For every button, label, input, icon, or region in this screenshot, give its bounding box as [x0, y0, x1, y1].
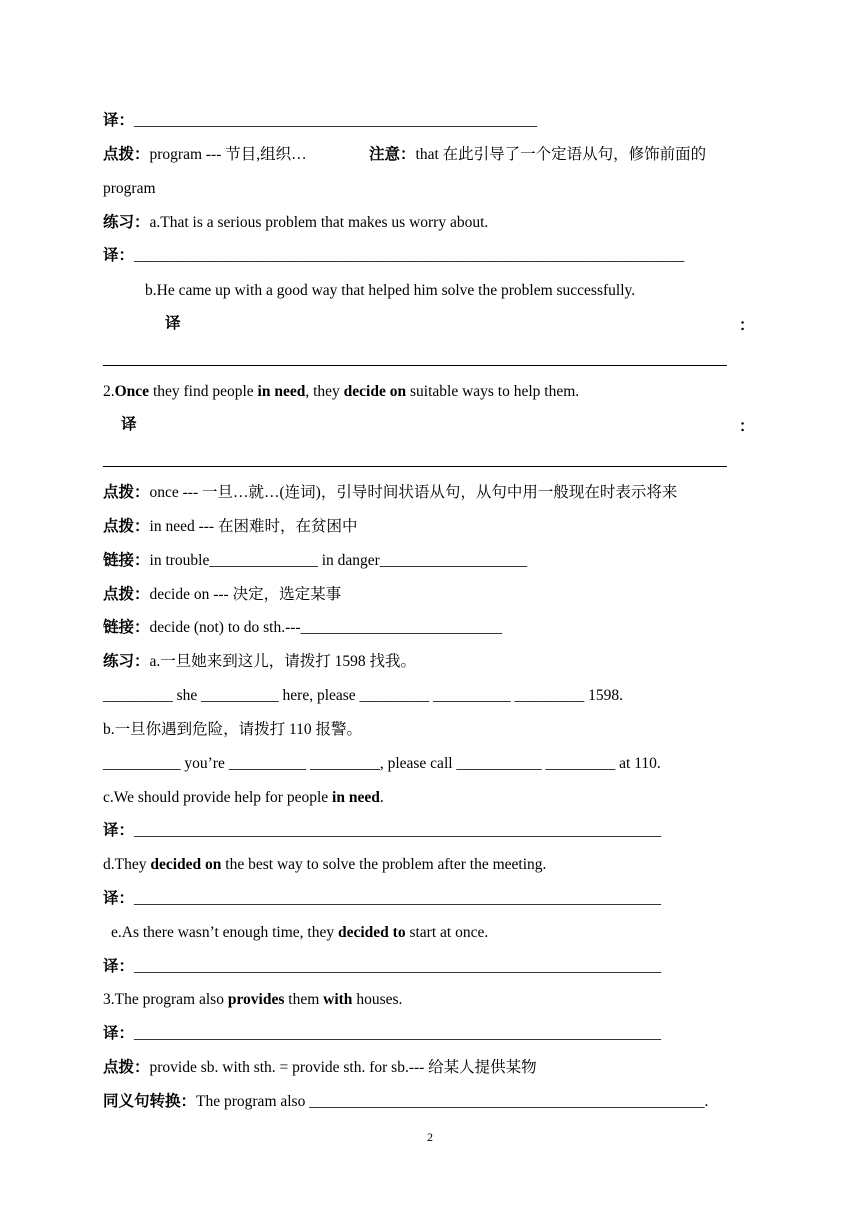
tip-decide-on: 点拨：decide on --- 决定，选定某事	[103, 586, 342, 603]
exercise-2d: d.They decided on the best way to solve the problem after the meeting.	[103, 856, 547, 873]
translation-line-2: 译：_______________________________________________________________________	[103, 247, 685, 264]
translation-colon: ：	[739, 317, 755, 334]
translation-line-2d: 译：____________________________________________________________________	[103, 890, 662, 907]
fill-in-2b[interactable]: __________ you’re __________ _________, please call ___________ _________ at 110.	[103, 755, 661, 772]
synonym-transform: 同义句转换：The program also ___________________________________________________.	[103, 1093, 709, 1110]
translation-line-2e: 译：____________________________________________________________________	[103, 958, 662, 975]
tip-once: 点拨：once --- 一旦…就…(连词)，引导时间状语从句，从句中用一般现在时表示将来	[103, 484, 678, 501]
answer-blank[interactable]: _______________________________________________________________________	[134, 247, 685, 264]
exercise-2a: 练习：a.一旦她来到这儿，请拨打 1598 找我。	[103, 653, 417, 670]
page-number: 2	[427, 1130, 433, 1144]
answer-line[interactable]	[103, 466, 727, 467]
tip-in-need: 点拨：in need --- 在困难时，在贫困中	[103, 518, 358, 535]
translation-line-3: 译：____________________________________________________________________	[103, 1025, 662, 1042]
link-decide-to: 链接：decide (not) to do sth.---__________________________	[103, 619, 503, 636]
tip-continuation: program	[103, 180, 156, 197]
translation-colon: ：	[739, 418, 755, 435]
answer-blank[interactable]: ____________________________________________________________________	[134, 822, 662, 839]
answer-blank[interactable]: ____________________________________________________________________	[134, 890, 662, 907]
tip-provide: 点拨：provide sb. with sth. = provide sth. for sb.--- 给某人提供某物	[103, 1059, 537, 1076]
sentence-3: 3.The program also provides them with houses.	[103, 991, 403, 1008]
translation-label: 译	[165, 315, 181, 332]
link-trouble-danger: 链接：in trouble______________ in danger___________________	[103, 552, 528, 569]
translation-line-1: 译：____________________________________________________	[103, 112, 538, 129]
answer-line[interactable]	[103, 365, 727, 366]
answer-blank[interactable]: ____________________________________________________	[134, 112, 538, 129]
exercise-2b: b.一旦你遇到危险，请拨打 110 报警。	[103, 721, 363, 738]
translation-line-2c: 译：____________________________________________________________________	[103, 822, 662, 839]
note-that: 注意：that 在此引导了一个定语从句，修饰前面的	[369, 146, 707, 163]
answer-blank[interactable]: ____________________________________________________________________	[134, 1025, 662, 1042]
sentence-2: 2.Once they find people in need, they decide on suitable ways to help them.	[103, 383, 580, 400]
exercise-b: b.He came up with a good way that helped him solve the problem successfully.	[145, 282, 636, 299]
translation-label: 译	[121, 416, 137, 433]
fill-in-2a[interactable]: _________ she __________ here, please _________ __________ _________ 1598.	[103, 687, 624, 704]
exercise-2e: e.As there wasn’t enough time, they decided to start at once.	[111, 924, 489, 941]
exercise-2c: c.We should provide help for people in need.	[103, 789, 384, 806]
exercise-a: 练习：a.That is a serious problem that makes us worry about.	[103, 214, 489, 231]
tip-program: 点拨：program --- 节目,组织…	[103, 146, 307, 163]
answer-blank[interactable]: ____________________________________________________________________	[134, 958, 662, 975]
